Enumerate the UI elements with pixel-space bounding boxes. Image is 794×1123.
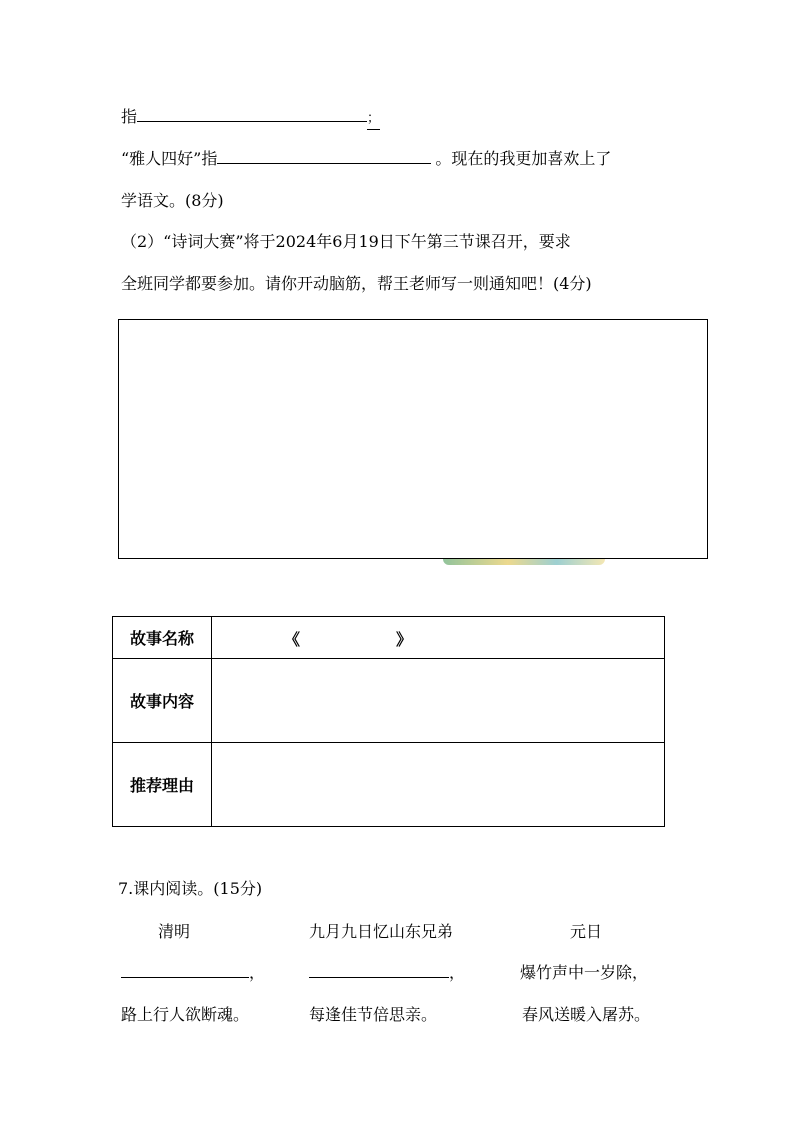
line-3: 学语文。(8分) [121,191,224,210]
answer-blank-2[interactable] [217,149,431,164]
fill-line-1 [121,107,380,130]
line1-prefix: 指 [121,107,138,126]
story-table [112,616,665,827]
poem-2-comma: ， [449,963,466,982]
story-content-cell[interactable] [212,659,665,743]
table-row [113,743,665,827]
poem-title-jiuyue: 九月九日忆山东兄弟 [309,922,454,941]
story-content-label: 故事内容 [113,659,212,743]
notice-writing-box[interactable] [118,319,708,559]
poem-title-yuanri: 元日 [570,922,603,941]
close-book-quote: 》 [396,630,413,649]
question-2-line-1: （2）“诗词大赛”将于2024年6月19日下午第三节课召开，要求 [121,232,571,251]
story-name-label: 故事名称 [113,617,212,659]
question-2-line-2: 全班同学都要参加。请你开动脑筋，帮王老师写一则通知吧！(4分) [121,274,592,293]
poem-1-comma: ， [249,963,266,982]
poem-1-line-2: 路上行人欲断魂。 [121,1005,250,1024]
poem-3-line-1: 爆竹声中一岁除， [520,963,649,982]
open-book-quote: 《 [284,630,301,649]
poem-title-qingming: 清明 [158,922,191,941]
line2-suffix: 。现在的我更加喜欢上了 [435,149,612,168]
table-row [113,617,665,659]
fill-line-2 [121,149,611,169]
answer-blank-1[interactable] [137,107,367,122]
poem-2-line-2: 每逢佳节倍思亲。 [309,1005,438,1024]
question-7-heading: 7.课内阅读。(15分) [118,879,263,898]
poem-2-blank[interactable] [309,963,449,978]
line1-suffix: ； [367,109,380,130]
poem-1-line-1 [121,963,265,983]
decorative-illustration-edge [443,559,605,565]
story-name-cell[interactable] [212,617,665,659]
poem-1-blank[interactable] [121,963,249,978]
poem-2-line-1 [309,963,465,983]
recommend-reason-label: 推荐理由 [113,743,212,827]
recommend-reason-cell[interactable] [212,743,665,827]
poem-3-line-2: 春风送暖入屠苏。 [522,1005,651,1024]
line2-prefix: “雅人四好”指 [121,149,218,168]
table-row [113,659,665,743]
